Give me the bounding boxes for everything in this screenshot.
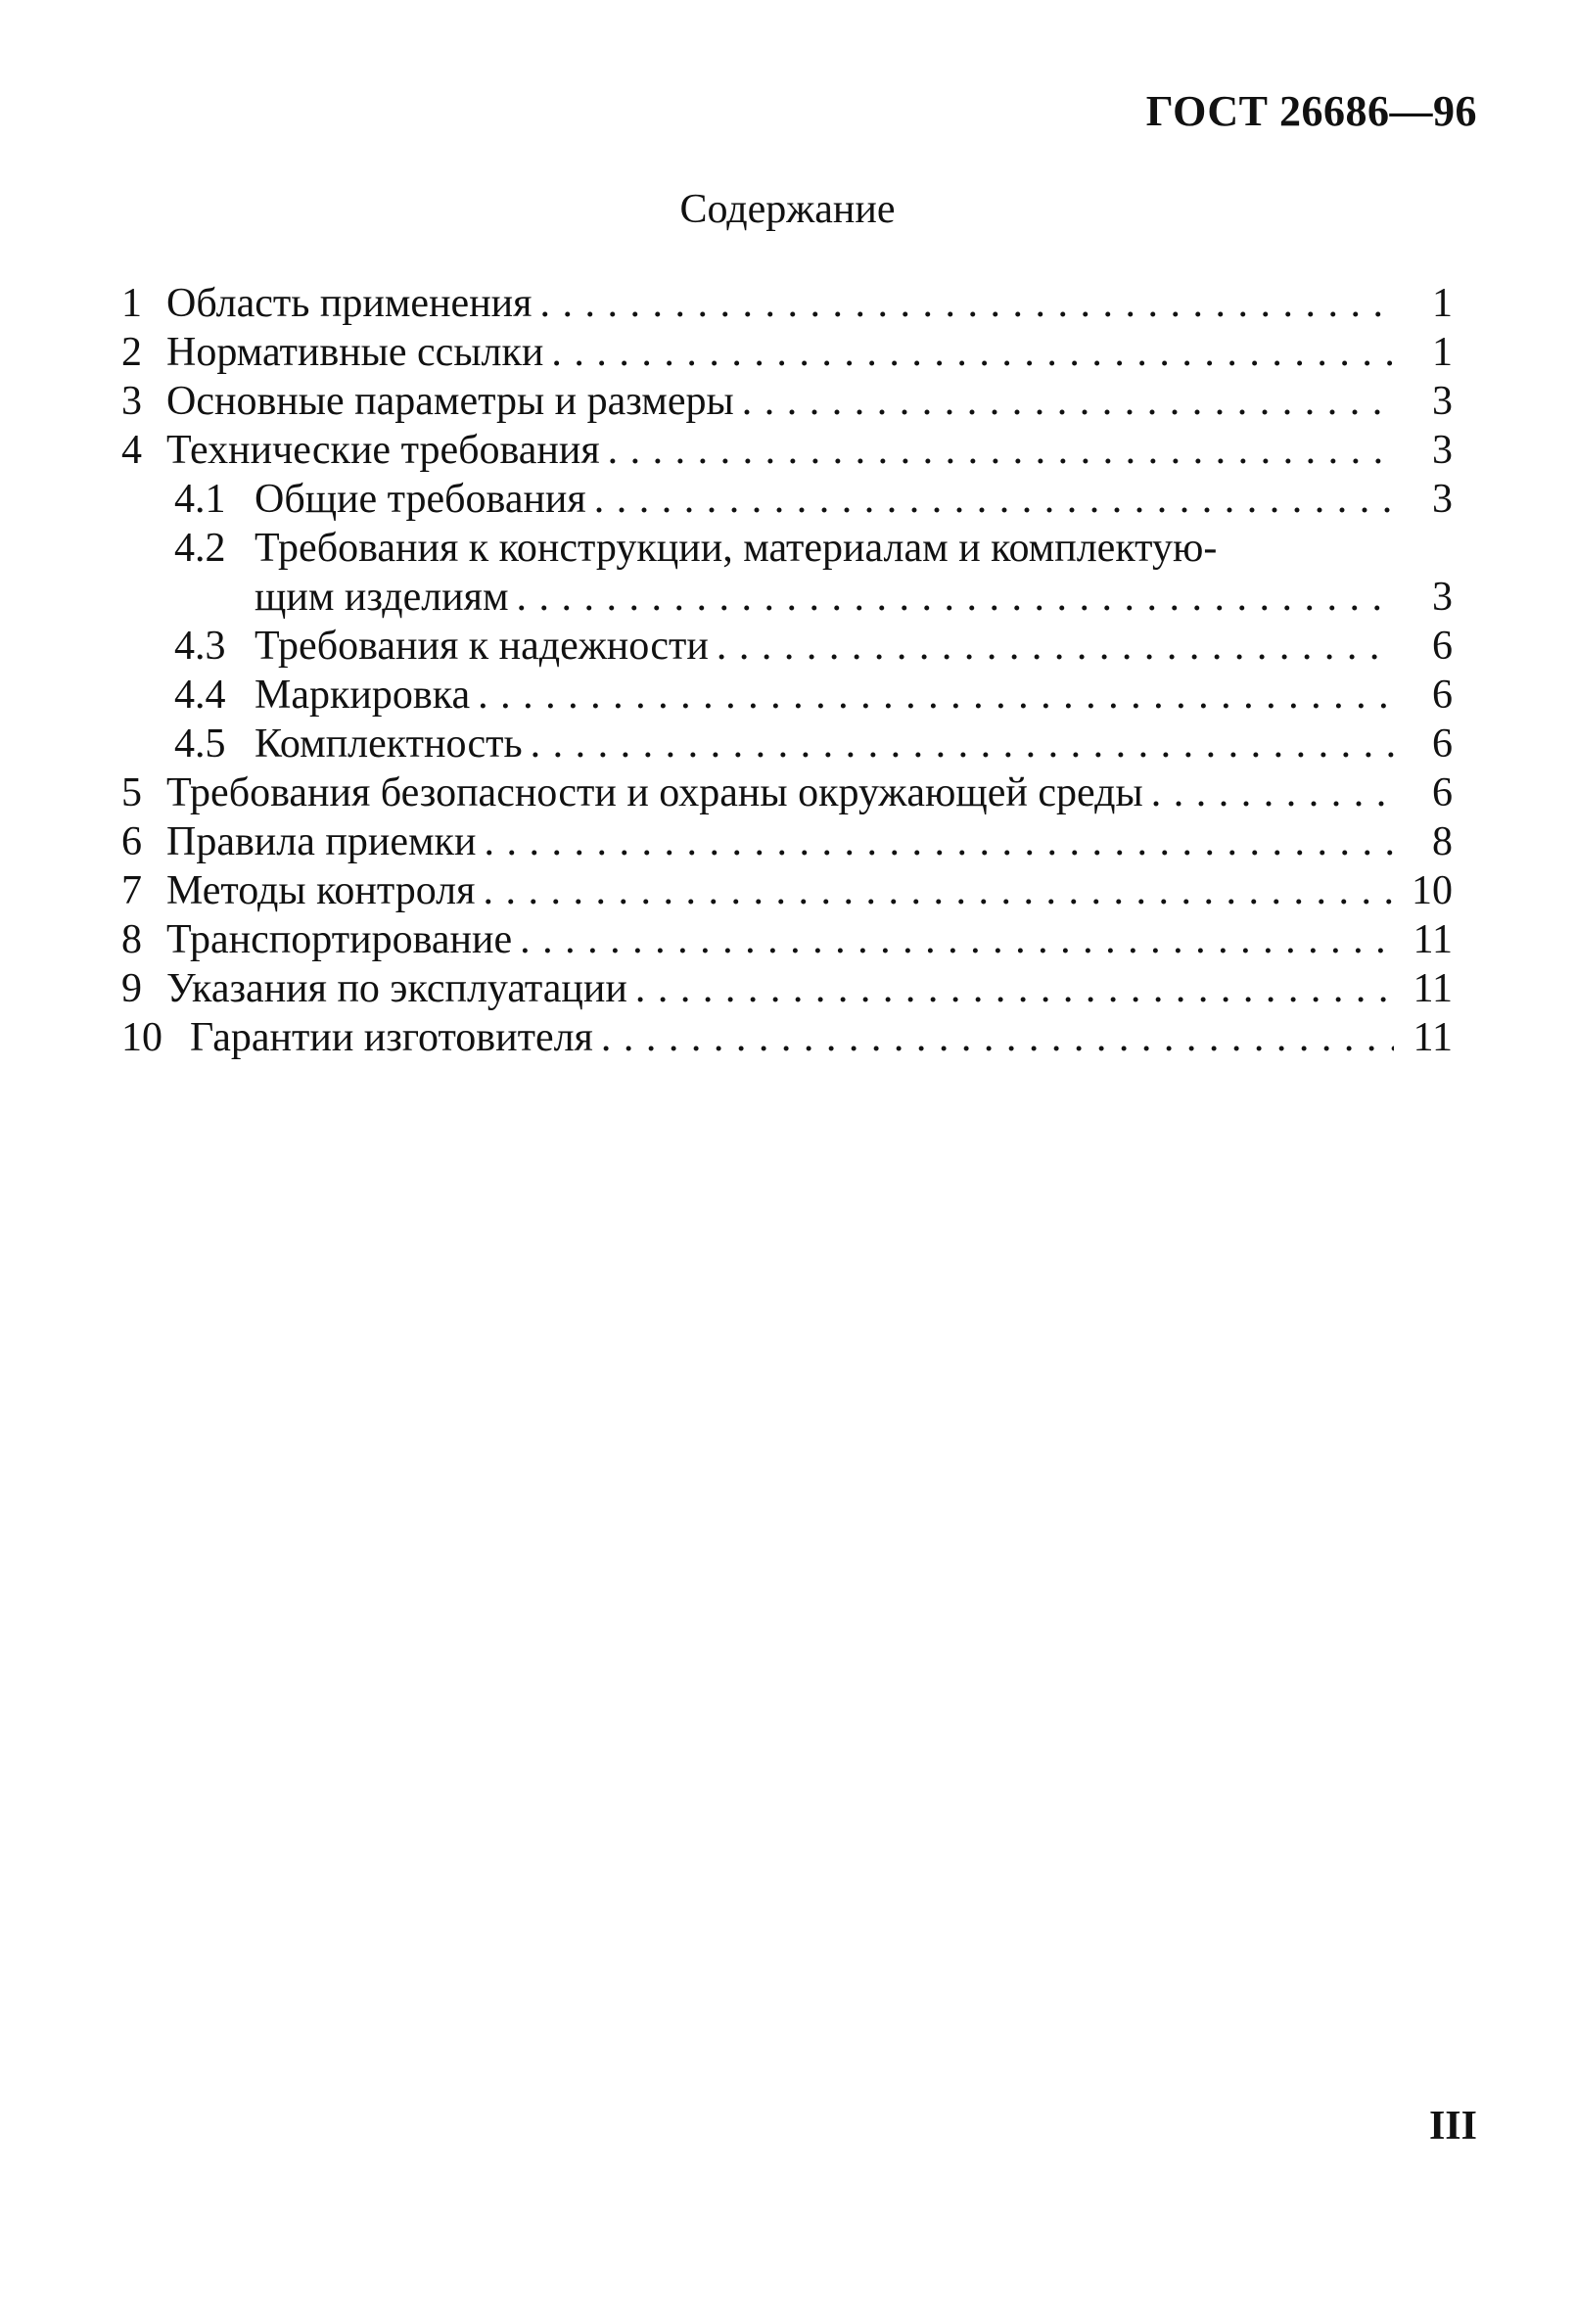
toc-page: 11 [1413,1015,1453,1060]
dot-leader [1151,768,1394,817]
document-code: ГОСТ 26686—96 [1145,87,1477,135]
toc-page: 6 [1432,673,1453,718]
toc-number: 8 [121,917,142,962]
toc-number: 4.3 [174,624,226,669]
toc-item-4[interactable] [121,426,1453,475]
toc-number: 3 [121,379,142,424]
toc-label: Гарантии изготовителя [190,1015,593,1060]
toc-label: Транспортирование [166,917,513,962]
toc-page: 11 [1413,966,1453,1011]
toc-page: 8 [1432,819,1453,864]
toc-label: Правила приемки [166,819,477,864]
toc-number: 4.2 [174,526,226,571]
toc-item-5[interactable] [121,768,1453,817]
toc-item-4-2-continued[interactable] [121,573,1453,622]
toc-label: Требования к конструкции, материалам и комплектую- [255,526,1218,571]
toc-label: Основные параметры и размеры [166,379,734,424]
toc-number: 4.1 [174,477,226,522]
toc-item-4-3[interactable] [121,622,1453,671]
dot-leader [594,475,1394,524]
toc-item-4-1[interactable] [121,475,1453,524]
toc-number: 6 [121,819,142,864]
toc-page: 10 [1412,868,1453,913]
toc-page: 11 [1413,917,1453,962]
toc-page: 6 [1432,770,1453,815]
table-of-contents [121,279,1453,1062]
dot-leader [517,573,1394,622]
toc-number: 4.5 [174,721,226,767]
toc-item-8[interactable] [121,915,1453,964]
toc-number: 4 [121,428,142,473]
toc-number: 2 [121,330,142,375]
toc-number: 5 [121,770,142,815]
toc-number: 4.4 [174,673,226,718]
toc-label: Методы контроля [166,868,476,913]
dot-leader [531,720,1394,768]
dot-leader [484,817,1394,866]
toc-item-2[interactable] [121,328,1453,377]
toc-item-7[interactable] [121,866,1453,915]
toc-label: Маркировка [255,673,471,718]
page-number: III [1428,2104,1477,2149]
toc-item-4-2[interactable] [121,524,1453,573]
toc-page: 6 [1432,721,1453,767]
dot-leader [483,866,1394,915]
toc-number: 7 [121,868,142,913]
toc-page: 3 [1432,575,1453,620]
toc-number: 10 [121,1015,162,1060]
toc-item-6[interactable] [121,817,1453,866]
dot-leader [551,328,1394,377]
toc-label: Требования безопасности и охраны окружающей среды [166,770,1143,815]
toc-label: Нормативные ссылки [166,330,544,375]
toc-item-10[interactable] [121,1013,1453,1062]
toc-item-1[interactable] [121,279,1453,328]
toc-item-3[interactable] [121,377,1453,426]
dot-leader [742,377,1394,426]
toc-label: Указания по эксплуатации [166,966,627,1011]
toc-label: Область применения [166,281,533,326]
dot-leader [520,915,1394,964]
toc-page: 1 [1432,330,1453,375]
toc-page: 3 [1432,379,1453,424]
dot-leader [478,671,1394,720]
dot-leader [635,964,1394,1013]
dot-leader [601,1013,1394,1062]
toc-item-4-5[interactable] [121,720,1453,768]
toc-label: Требования к надежности [255,624,709,669]
toc-item-4-4[interactable] [121,671,1453,720]
toc-title: Содержание [679,187,896,232]
toc-label-continued: щим изделиям [255,575,509,620]
dot-leader [539,279,1394,328]
toc-label: Общие требования [255,477,586,522]
toc-page: 3 [1432,477,1453,522]
toc-label: Технические требования [166,428,600,473]
dot-leader [717,622,1394,671]
toc-page: 6 [1432,624,1453,669]
toc-number: 9 [121,966,142,1011]
toc-page: 1 [1432,281,1453,326]
toc-number: 1 [121,281,142,326]
toc-item-9[interactable] [121,964,1453,1013]
toc-label: Комплектность [255,721,523,767]
dot-leader [608,426,1394,475]
toc-page: 3 [1432,428,1453,473]
